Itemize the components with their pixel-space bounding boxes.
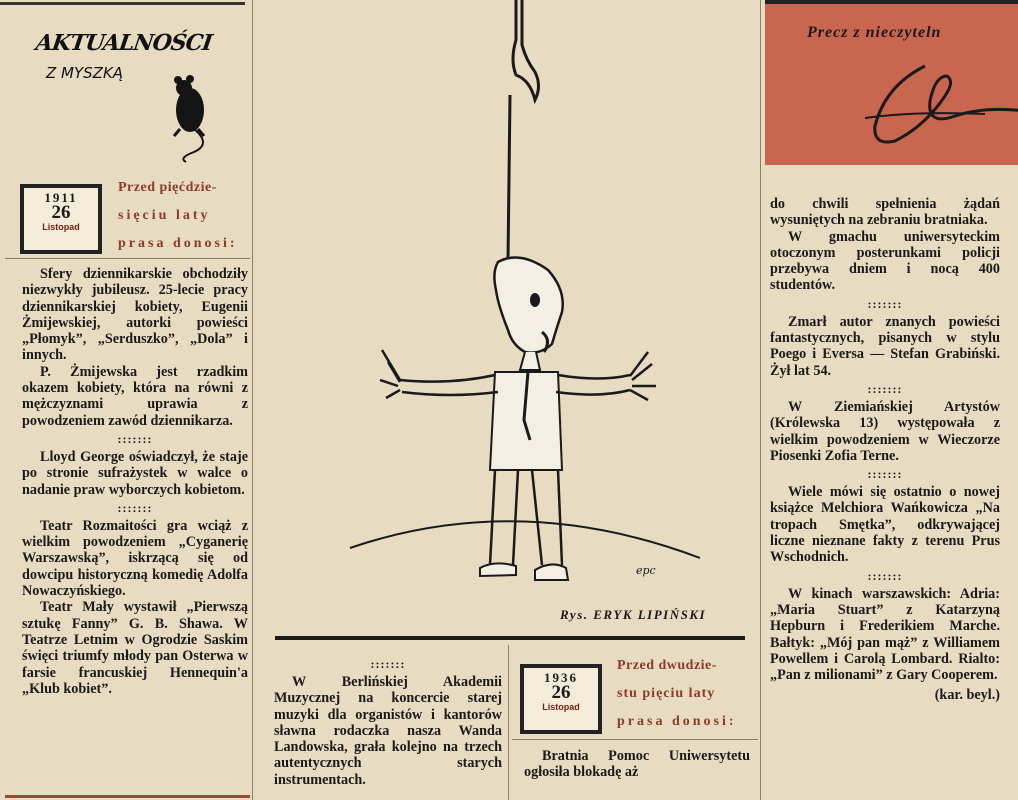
left-column-divider [252, 0, 253, 800]
cartoon-bottom-rule [275, 636, 745, 640]
mouse-icon [164, 74, 214, 164]
separator: ::::::: [117, 500, 153, 515]
section-logo [36, 30, 236, 160]
heading-line-2: sięciu laty [118, 208, 211, 223]
right-column-divider [760, 0, 761, 800]
separator: ::::::: [867, 296, 903, 311]
heading-25-years [617, 652, 753, 736]
news-item: do chwili spełnienia żądań wysuniętych na zebraniu bratniaka. [770, 196, 1000, 229]
box-rule-right [512, 739, 758, 740]
heading-line-3: prasa donosi: [118, 236, 238, 251]
news-item: Teatr Mały wystawił „Pierwszą sztukę Fanny” G. B. Shawa. W Teatrze Letnim w Ogrodzie Saskim święci triumfy młody pan Osterwa w farsie francuskiej Hennequin'a „Klub kobiet”. [22, 599, 248, 697]
heading-50-years [118, 174, 248, 258]
right-column-text [770, 196, 1000, 704]
news-item: Wiele mówi się ostatnio o nowej książce Melchiora Wańkowicza „Na tropach Smętka”, odkrywającej liczne nieznane fakty z terenu Prus Wschodnich. [770, 484, 1000, 566]
heading-line-1: Przed pięćdzie- [118, 180, 217, 195]
middle-divider [508, 645, 509, 800]
calendar-1911 [20, 184, 102, 254]
news-item: Sfery dziennikarskie obchodziły niezwykły jubileusz. 25-lecie pracy dziennikarskiej kobiety, Eugenii Żmijewskiej, autorki powieści „Płomyk”, „Serduszko”, „Dola” i innych. [22, 266, 248, 364]
middle-column-text [274, 654, 502, 788]
artist-signature: epc [636, 564, 656, 577]
calendar-year: 1911 [44, 190, 78, 205]
bottom-rule-left [5, 795, 250, 798]
separator: ::::::: [117, 431, 153, 446]
logo-title: AKTUALNOŚCI [34, 30, 214, 56]
box-rule-left [5, 258, 250, 259]
cartoon-illustration [330, 0, 720, 600]
calendar-day: 26 [551, 682, 571, 703]
separator: ::::::: [867, 381, 903, 396]
bottom-center-text [524, 748, 750, 781]
news-item: Bratnia Pomoc Uniwersytetu ogłosiła blokadę aż [524, 748, 750, 781]
news-item: P. Żmijewska jest rzadkim okazem kobiety, która na równi z mężczyznami uprawia z powodzeniem zawód dziennikarza. [22, 363, 248, 429]
calendar-month: Listopad [42, 222, 80, 232]
news-item: W kinach warszawskich: Adria: „Maria Stuart” z Katarzyną Hepburn i Frederikiem Marche. Bałtyk: „Mój pan mąż” z Williamem Powellem i Carolą Lombard. Rialto: „Pan z milionami” z Gary Cooperem. [770, 585, 1000, 684]
news-item: W Berlińskiej Akademii Muzycznej na koncercie starej muzyki dla organistów i kantorów sławna rodaczka nasza Wanda Landowska, grała kolejno na trzech autentycznych starych instrumentach. [274, 674, 502, 788]
news-item: Zmarł autor znanych powieści fantastycznych, pisanych w stylu Poego i Eversa — Stefan Grabiński. Żył lat 54. [770, 313, 1000, 379]
top-rule [0, 2, 245, 5]
news-item: Lloyd George oświadczył, że staje po stronie sufrażystek w walce o nadanie praw wyborczych kobietom. [22, 448, 248, 498]
calendar-1936 [520, 664, 602, 734]
heading-line-3: prasa donosi: [617, 714, 737, 729]
author-signature: (kar. beyl.) [934, 687, 1000, 704]
calendar-day: 26 [51, 202, 71, 223]
separator: ::::::: [867, 568, 903, 583]
separator: ::::::: [867, 467, 903, 482]
cartoon-credit: Rys. ERYK LIPIŃSKI [560, 607, 707, 622]
news-item: W Ziemiańskiej Artystów (Królewska 13) występowała z wielkim powodzeniem w Wieczorze Piosenki Zofia Terne. [770, 398, 1000, 464]
heading-line-1: Przed dwudzie- [617, 658, 717, 673]
heading-line-2: stu pięciu laty [617, 686, 716, 701]
separator: ::::::: [370, 657, 406, 671]
calendar-year: 1936 [544, 670, 578, 685]
calendar-month: Listopad [542, 702, 580, 712]
signature-icon [855, 56, 1018, 156]
red-banner [765, 0, 1018, 165]
news-item: W gmachu uniwersyteckim otoczonym posterunkami policji przebywa dniem i nocą 400 studentów. [770, 228, 1000, 294]
logo-subtitle: Z MYSZKĄ [46, 64, 124, 82]
left-column-text [22, 266, 248, 697]
banner-title: Precz z nieczyteln [807, 24, 942, 41]
news-item: Teatr Rozmaitości gra wciąż z wielkim powodzeniem „Cyganerię Warszawską”, iskrzącą się od dowcipu historyczną komedię Adolfa Nowaczyńskiego. [22, 517, 248, 600]
